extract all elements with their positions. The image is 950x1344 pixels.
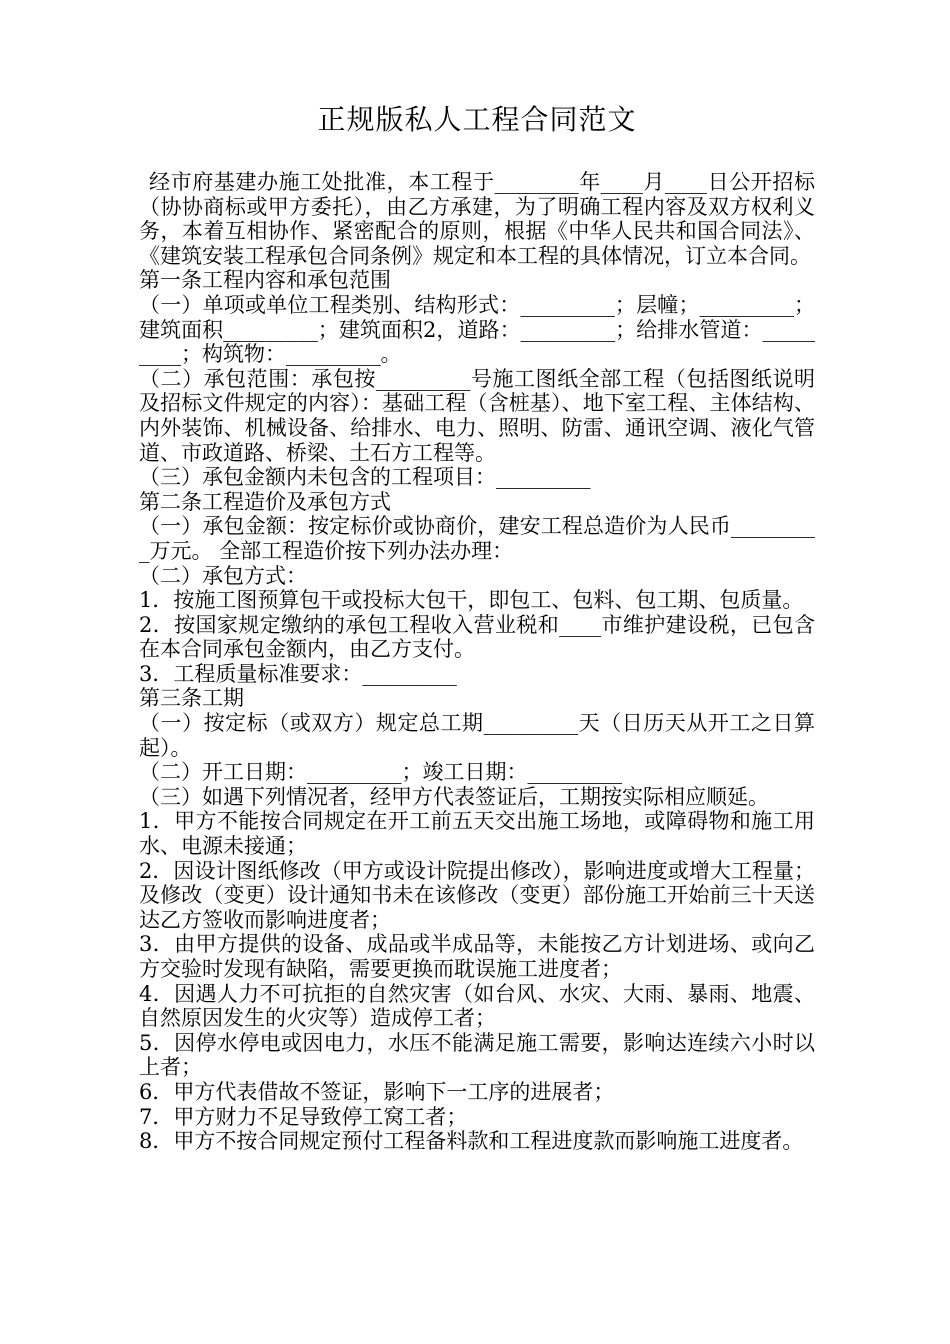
paragraph-1-3: （三）承包金额内未包含的工程项目：_________ [139,465,591,490]
list-item-2-3: 3．工程质量标准要求：_________ [139,661,457,686]
paragraph-2-2: （二）承包方式： [139,563,307,588]
paragraph-2-1: （一）承包金额：按定标价或协商价，建安工程总造价为人民币_________万元。 全部工程造价按下列办法办理： [139,514,815,563]
list-item-2-2: 2．按国家规定缴纳的承包工程收入营业税和____市维护建设税，已包含在本合同承包金额内，由乙方支付。 [139,612,815,662]
list-item-2-1: 1．按施工图预算包干或投标大包干，即包工、包料、包工期、包质量。 [139,588,804,613]
list-item-3-3: 3．由甲方提供的设备、成品或半成品等，未能按乙方计划进场、或向乙方交验时发现有缺陷，需要更换而耽误施工进度者； [139,932,815,981]
paragraph-intro: 经市府基建办施工处批准，本工程于________年____月____日公开招标（协协商标或甲方委托），由乙方承建，为了明确工程内容及双方权利义务，本着互相协作、紧密配合的原则，根据《中华人民共和国合同法》、《建筑安装工程承包合同条例》规定和本工程的具体情况，订立本合同。 [139,170,815,268]
list-item-3-2: 2．因设计图纸修改（甲方或设计院提出修改），影响进度或增大工程量；及修改（变更）设计通知书未在该修改（变更）部份施工开始前三十天送达乙方签收而影响进度者； [139,858,815,932]
document-body [139,170,815,1154]
paragraph-3-2: （二）开工日期：_________；竣工日期：_________ [139,760,622,785]
list-item-3-1: 1．甲方不能按合同规定在开工前五天交出施工场地，或障碍物和施工用水、电源未接通； [139,809,815,859]
heading-article-2: 第二条工程造价及承包方式 [139,489,391,514]
list-item-3-8: 8．甲方不按合同规定预付工程备料款和工程进度款而影响施工进度者。 [139,1129,804,1154]
paragraph-3-3: （三）如遇下列情况者，经甲方代表签证后，工期按实际相应顺延。 [139,784,769,809]
heading-article-3: 第三条工期 [139,686,244,711]
heading-article-1: 第一条工程内容和承包范围 [139,268,391,293]
paragraph-1-2: （二）承包范围：承包按_________号施工图纸全部工程（包括图纸说明及招标文件规定的内容）：基础工程（含桩基）、地下室工程、主体结构、内外装饰、机械设备、给排水、电力、照明、防雷、通讯空调、液化气管道、市政道路、桥梁、土石方工程等。 [139,366,815,465]
list-item-3-6: 6．甲方代表借故不签证，影响下一工序的进展者； [139,1079,615,1104]
list-item-3-5: 5．因停水停电或因电力，水压不能满足施工需要，影响达连续六小时以上者； [139,1030,815,1080]
document-title: 正规版私人工程合同范文 [317,103,637,136]
paragraph-1-1: （一）单项或单位工程类别、结构形式：_________；层幢；_________；建筑面积_________；建筑面积2，道路：_________；给排水管道：_________；构筑物：_________。 [139,292,815,367]
list-item-3-4: 4．因遇人力不可抗拒的自然灾害（如台风、水灾、大雨、暴雨、地震、自然原因发生的火灾等）造成停工者； [139,981,815,1031]
list-item-3-7: 7．甲方财力不足导致停工窝工者； [139,1104,468,1129]
paragraph-3-1: （一）按定标（或双方）规定总工期_________天（日历天从开工之日算起）。 [139,711,815,760]
